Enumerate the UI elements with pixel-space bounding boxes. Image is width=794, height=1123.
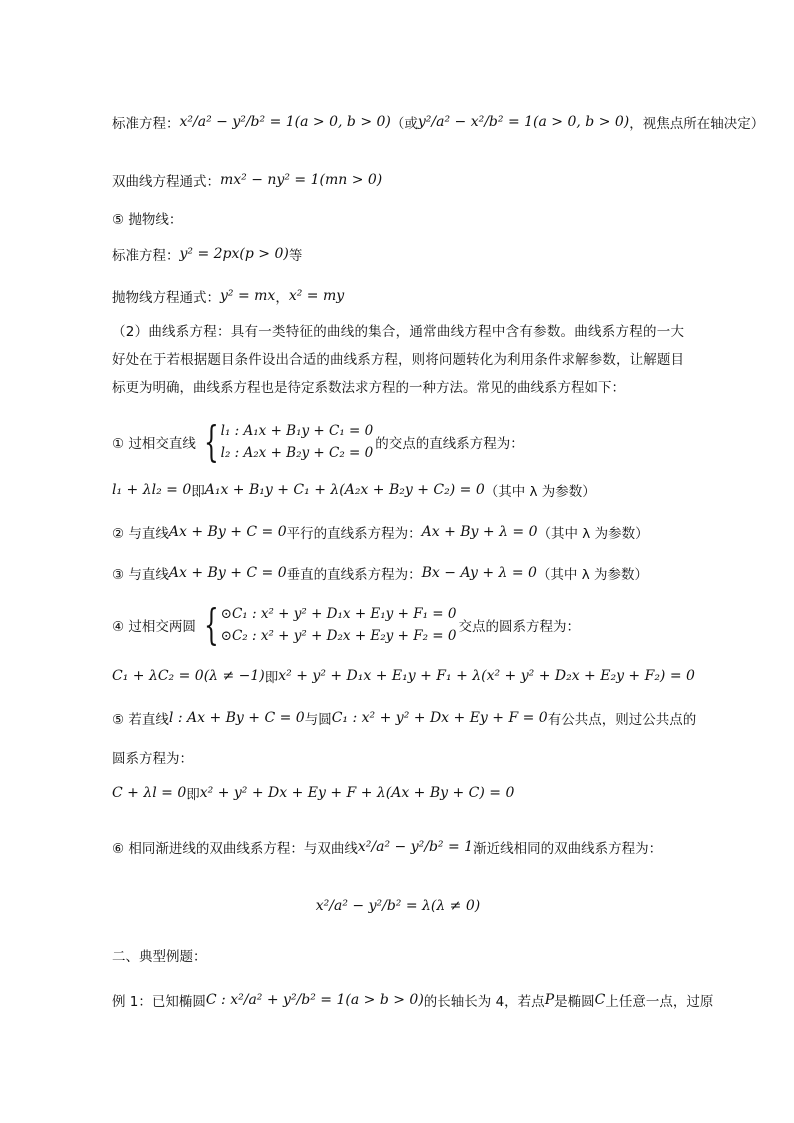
eq: x²/a² − y²/b² = 1 [357, 839, 474, 855]
eq-line: l : Ax + By + C = 0 [168, 710, 305, 726]
example-1 [112, 990, 714, 1010]
brace: { [203, 417, 219, 466]
eq-family: Bx − Ay + λ = 0 [421, 565, 537, 581]
label: ② 与直线 [112, 526, 169, 542]
hyperbola-alt-equation: y²/a² − x²/b² = 1(a > 0, b > 0) [417, 114, 630, 130]
parallel-lines-item [112, 522, 692, 542]
label: 双曲线方程通式： [112, 174, 220, 190]
text: 与圆 [304, 712, 332, 728]
note: （其中 λ 为参数） [484, 484, 596, 500]
label: ⑥ 相同渐进线的双曲线系方程：与双曲线 [112, 841, 358, 857]
curve-family-paragraph: （2）曲线系方程：具有一类特征的曲线的集合，通常曲线方程中含有参数。曲线系方程的一大好处在于若根据题目条件设出合适的曲线系方程，则将问题转化为利用条件求解参数，让解题目标更为明确，曲线系方程也是待定系数法求方程的一种方法。常见的曲线系方程如下： [112, 324, 684, 396]
parabola-standard-equation: y² = 2px(p > 0) [179, 246, 289, 262]
parabola-general-line [112, 286, 692, 306]
eq: l₁ + λl₂ = 0 [112, 482, 192, 498]
text: 是椭圆 [554, 994, 595, 1010]
label: 标准方程： [112, 248, 180, 264]
line-circle-item-continued: 圆系方程为： [112, 751, 193, 767]
text: 垂直的直线系方程为： [286, 567, 422, 583]
parabola-heading: ⑤ 抛物线： [112, 212, 183, 228]
line-l2: l₂ : A₂x + B₂y + C₂ = 0 [220, 445, 374, 461]
eq: Ax + By + C = 0 [168, 524, 287, 540]
hyperbola-general-equation: mx² − ny² = 1(mn > 0) [220, 172, 383, 188]
circle-c1: ⊙C₁ : x² + y² + D₁x + E₁y + F₁ = 0 [220, 606, 457, 622]
circle-system [198, 600, 457, 649]
label: 例 1：已知椭圆 [112, 994, 206, 1010]
text: 交点的圆系方程为： [458, 619, 580, 635]
circle-family-equation [112, 666, 695, 686]
line-family-equation [112, 480, 692, 500]
label: ① 过相交直线 [112, 436, 196, 452]
text: 等 [288, 248, 303, 264]
circle-c2: ⊙C₂ : x² + y² + D₂x + E₂y + F₂ = 0 [220, 628, 457, 644]
ellipse-equation: C : x²/a² + y²/b² = 1(a > b > 0) [205, 992, 424, 1008]
parabola-standard-line [112, 244, 692, 264]
label: ③ 与直线 [112, 567, 169, 583]
asymptote-hyperbola-item [112, 837, 692, 857]
text: 渐近线相同的双曲线系方程为： [473, 841, 663, 857]
note: （其中 λ 为参数） [536, 567, 649, 583]
line-circle-family-equation [112, 783, 692, 803]
text: 平行的直线系方程为： [286, 526, 422, 542]
eq-expanded: A₁x + B₁y + C₁ + λ(A₂x + B₂y + C₂) = 0 [204, 482, 485, 498]
eq: C₁ + λC₂ = 0(λ ≠ −1) [112, 668, 265, 684]
separator: ， [275, 290, 289, 306]
text: ，视焦点所在轴决定） [629, 116, 765, 132]
text: 有公共点，则过公共点的 [547, 712, 697, 728]
label: ⑤ 若直线 [112, 712, 169, 728]
eq-expanded: x² + y² + Dx + Ey + F + λ(Ax + By + C) = 0 [199, 785, 515, 801]
point-p: P [544, 992, 555, 1008]
brace: { [203, 600, 219, 649]
hyperbola-standard-line [112, 112, 765, 132]
hyperbola-family-equation [112, 898, 684, 914]
hyperbola-standard-equation: x²/a² − y²/b² = 1(a > 0, b > 0) [179, 114, 391, 130]
text: 上任意一点，过原 [605, 994, 714, 1010]
perpendicular-lines-item [112, 563, 692, 583]
intersecting-circles-item [112, 600, 692, 649]
hyperbola-general-line [112, 170, 692, 190]
eq: x²/a² − y²/b² = λ(λ ≠ 0) [315, 898, 481, 914]
ellipse-c: C [594, 992, 606, 1008]
line-circle-item [112, 708, 697, 728]
text: 的长轴长为 4，若点 [423, 994, 545, 1010]
note: （其中 λ 为参数） [537, 526, 649, 542]
text: （或 [390, 116, 418, 132]
intersecting-lines-item [112, 417, 692, 466]
eq-family: Ax + By + λ = 0 [421, 524, 538, 540]
text: 的交点的直线系方程为： [375, 436, 524, 452]
parabola-general-eq2: x² = my [288, 288, 345, 304]
eq: C + λl = 0 [112, 785, 187, 801]
label: ④ 过相交两圆 [112, 619, 196, 635]
text: 即 [264, 670, 279, 686]
label: 标准方程： [112, 116, 180, 132]
eq-expanded: x² + y² + D₁x + E₁y + F₁ + λ(x² + y² + D₂x + E₂y + F₂) = 0 [278, 668, 695, 684]
parabola-general-eq1: y² = mx [220, 288, 276, 304]
section-heading: 二、典型例题： [112, 949, 207, 965]
line-l1: l₁ : A₁x + B₁y + C₁ = 0 [220, 423, 374, 439]
label: 抛物线方程通式： [112, 290, 220, 306]
text: 即 [191, 484, 205, 500]
line-system [198, 417, 374, 466]
eq: Ax + By + C = 0 [168, 565, 287, 581]
eq-circle: C₁ : x² + y² + Dx + Ey + F = 0 [331, 710, 548, 726]
text: 即 [186, 787, 200, 803]
